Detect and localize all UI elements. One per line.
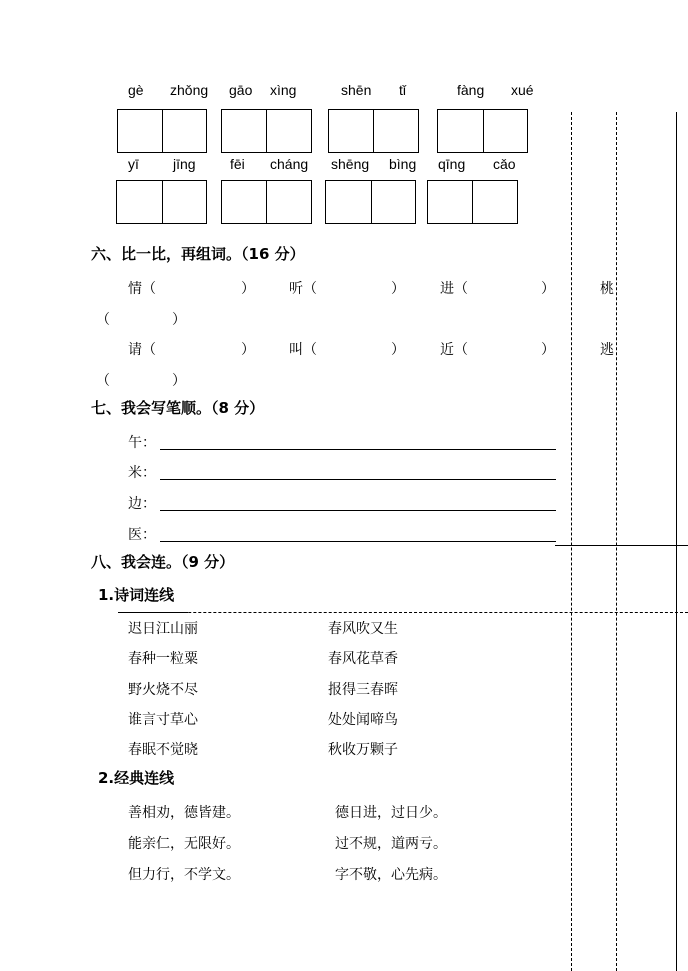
paren-close: ） bbox=[172, 373, 186, 389]
pinyin-ge: gè bbox=[128, 82, 144, 98]
compare-qing2: 请（ bbox=[128, 342, 156, 358]
classic-left-3[interactable]: 但力行，不学文。 bbox=[128, 867, 240, 883]
classic-left-1[interactable]: 善相劝，德皆建。 bbox=[128, 805, 240, 821]
section8-title: 八、我会连。（9 分） bbox=[91, 553, 235, 571]
binding-solid-line bbox=[676, 112, 677, 971]
margin-horizontal-line bbox=[555, 545, 688, 546]
answer-line-3[interactable] bbox=[160, 510, 556, 511]
answer-line-1[interactable] bbox=[160, 449, 556, 450]
paren-close: ） bbox=[241, 342, 255, 358]
compare-tao2: 逃 bbox=[600, 342, 614, 358]
poem-right-3[interactable]: 报得三春晖 bbox=[328, 682, 398, 698]
subsection-poem-match: 1.诗词连线 bbox=[98, 586, 175, 604]
poem-right-1[interactable]: 春风吹又生 bbox=[328, 621, 398, 637]
paren-close: ） bbox=[241, 281, 255, 297]
poem-left-5[interactable]: 春眠不觉晓 bbox=[128, 742, 198, 758]
poem-right-4[interactable]: 处处闻啼鸟 bbox=[328, 712, 398, 728]
paren-open: （ bbox=[96, 373, 110, 389]
poem-left-3[interactable]: 野火烧不尽 bbox=[128, 682, 198, 698]
poem-left-4[interactable]: 谁言寸草心 bbox=[128, 712, 198, 728]
paren-close: ） bbox=[172, 312, 186, 328]
writing-box-4[interactable] bbox=[437, 109, 528, 153]
writing-box-3[interactable] bbox=[328, 109, 419, 153]
answer-line-2[interactable] bbox=[160, 479, 556, 480]
writing-box-1[interactable] bbox=[117, 109, 207, 153]
pinyin-fei: fēi bbox=[230, 156, 245, 172]
compare-jin2: 近（ bbox=[440, 342, 468, 358]
compare-jin: 进（ bbox=[440, 281, 468, 297]
writing-box-6[interactable] bbox=[221, 180, 312, 224]
compare-qing: 情（ bbox=[128, 281, 156, 297]
fold-solid-segment bbox=[118, 612, 188, 613]
pinyin-gao: gāo bbox=[229, 82, 253, 98]
paren-close: ） bbox=[541, 342, 555, 358]
fold-dashed-line bbox=[118, 612, 688, 613]
paren-close: ） bbox=[391, 281, 405, 297]
pinyin-sheng: shēng bbox=[331, 156, 370, 172]
answer-line-4[interactable] bbox=[160, 541, 556, 542]
pinyin-cao: cǎo bbox=[493, 156, 516, 172]
pinyin-bing: bìng bbox=[389, 156, 417, 172]
compare-jiao: 叫（ bbox=[289, 342, 317, 358]
pinyin-zhong: zhǒng bbox=[170, 82, 209, 98]
section6-title: 六、比一比，再组词。（16 分） bbox=[91, 245, 305, 263]
compare-tao: 桃 bbox=[600, 281, 614, 297]
pinyin-shen: shēn bbox=[341, 82, 372, 98]
compare-ting: 听（ bbox=[289, 281, 317, 297]
pinyin-ti: tǐ bbox=[399, 82, 406, 98]
poem-right-5[interactable]: 秋收万颗子 bbox=[328, 742, 398, 758]
paren-close: ） bbox=[391, 342, 405, 358]
classic-left-2[interactable]: 能亲仁，无限好。 bbox=[128, 836, 240, 852]
stroke-char-wu: 午： bbox=[128, 435, 156, 451]
poem-right-2[interactable]: 春风花草香 bbox=[328, 651, 398, 667]
paren-open: （ bbox=[96, 312, 110, 328]
pinyin-jing: jīng bbox=[173, 156, 196, 172]
pinyin-xue: xué bbox=[511, 82, 534, 98]
pinyin-fang: fàng bbox=[457, 82, 485, 98]
subsection-classic-match: 2.经典连线 bbox=[98, 769, 175, 787]
pinyin-xing: xìng bbox=[270, 82, 297, 98]
binding-dashed-line-1 bbox=[571, 112, 572, 971]
poem-left-2[interactable]: 春种一粒粟 bbox=[128, 651, 198, 667]
writing-box-7[interactable] bbox=[325, 180, 416, 224]
stroke-char-bian: 边： bbox=[128, 496, 156, 512]
writing-box-5[interactable] bbox=[116, 180, 207, 224]
poem-left-1[interactable]: 迟日江山丽 bbox=[128, 621, 198, 637]
binding-dashed-line-2 bbox=[616, 112, 617, 971]
classic-right-3[interactable]: 字不敬，心先病。 bbox=[335, 867, 447, 883]
writing-box-2[interactable] bbox=[221, 109, 312, 153]
writing-box-8[interactable] bbox=[427, 180, 518, 224]
stroke-char-mi: 米： bbox=[128, 465, 156, 481]
pinyin-qing: qīng bbox=[438, 156, 466, 172]
pinyin-yi: yī bbox=[128, 156, 139, 172]
classic-right-1[interactable]: 德日进，过日少。 bbox=[335, 805, 447, 821]
section7-title: 七、我会写笔顺。（8 分） bbox=[91, 399, 265, 417]
stroke-char-yi: 医： bbox=[128, 527, 156, 543]
pinyin-chang: cháng bbox=[270, 156, 309, 172]
paren-close: ） bbox=[541, 281, 555, 297]
classic-right-2[interactable]: 过不规，道两亏。 bbox=[335, 836, 447, 852]
